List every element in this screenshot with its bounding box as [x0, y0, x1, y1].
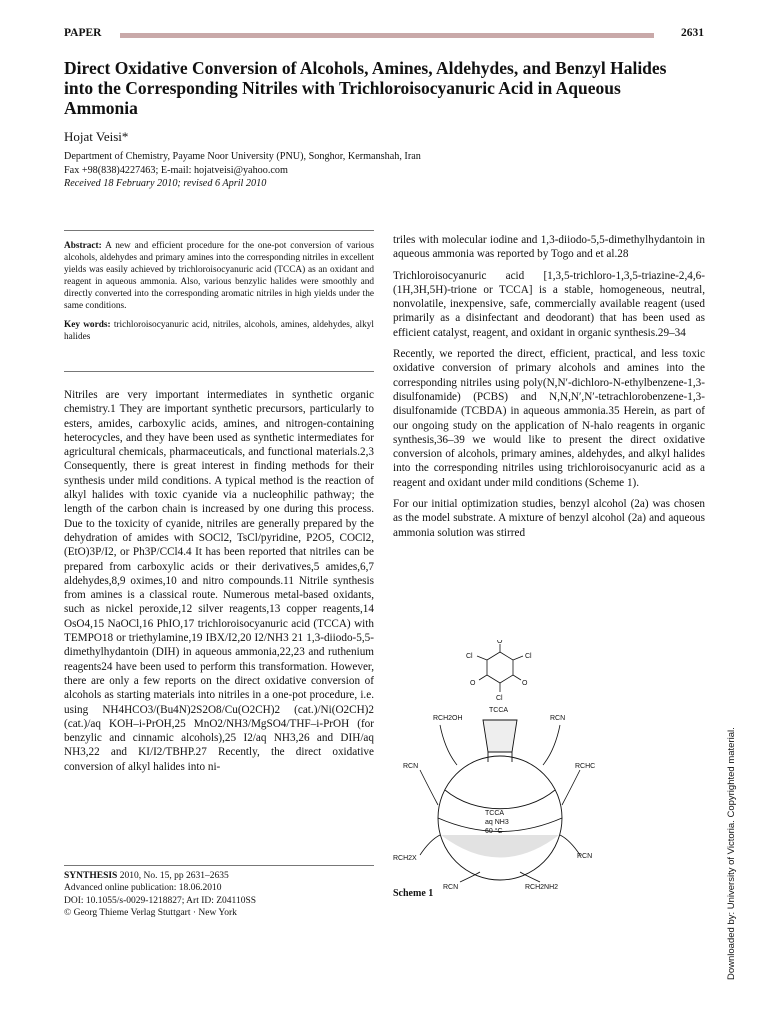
body-column-left — [64, 388, 374, 781]
journal-issue: 2010, No. 15, pp 2631–2635 — [117, 871, 229, 881]
received-line: Received 18 February 2010; revised 6 April 2010 — [64, 178, 267, 189]
tcca-label: TCCA — [489, 707, 509, 714]
article-title: Direct Oxidative Conversion of Alcohols, Amines, Aldehydes, and Benzyl Halides into the Corresponding Nitriles with Trichloroisocyanuric Acid in Aqueous Ammonia — [64, 58, 667, 118]
paragraph: For our initial optimization studies, benzyl alcohol (2a) was chosen as the model substrate. A mixture of benzyl alcohol (2a) and aqueous ammonia solution was stirred — [393, 498, 705, 539]
tcca-cl-left: Cl — [466, 653, 473, 660]
label-rcn: RCN — [443, 884, 459, 890]
page-number: 2631 — [681, 27, 704, 39]
flask-label-solvent: aq NH3 — [485, 819, 509, 826]
abstract-text: A new and efficient procedure for the one-pot conversion of various alcohols, aldehydes and primary amines into the corresponding nitriles in excellent yields was easily achieved by trichloroisocyanuric acid (TCCA) as an oxidant and reagent in aqueous ammonia. Also, various benzylic halides were smoothly and directly converted into the corresponding aromatic nitriles in high yields under the same conditions. — [64, 241, 374, 312]
footer-citation — [64, 865, 374, 919]
tcca-structure — [477, 644, 523, 692]
label-rcn: RCN — [577, 853, 593, 860]
flask-drawing — [438, 720, 562, 880]
affiliation — [64, 150, 704, 191]
author: Hojat Veisi* — [64, 129, 129, 144]
header-rule — [120, 33, 654, 38]
online-date: Advanced online publication: 18.06.2010 — [64, 883, 222, 894]
label-rcn: RCN — [550, 715, 566, 722]
scheme-diagram — [385, 640, 715, 890]
doi-line: DOI: 10.1055/s-0029-1218827; Art ID: Z04110SS — [64, 895, 257, 906]
journal-name: SYNTHESIS — [64, 871, 118, 881]
abstract — [64, 231, 374, 313]
keywords-text: trichloroisocyanuric acid, nitriles, alcohols, amines, aldehydes, alkyl halides — [64, 319, 374, 342]
label-rch2oh: RCH2OH — [433, 715, 463, 722]
section-label: PAPER — [64, 27, 102, 39]
abstract-label: Abstract: — [64, 241, 102, 251]
label-rch2x: RCH2X — [393, 855, 417, 862]
keywords-label: Key words: — [64, 319, 111, 330]
tcca-o-right: O — [522, 680, 528, 687]
tcca-o-left: O — [470, 680, 476, 687]
copyright-line: © Georg Thieme Verlag Stuttgart · New York — [64, 907, 237, 918]
label-rchc: RCHC — [575, 763, 596, 770]
tcca-o-top: O — [497, 640, 503, 645]
flask-label-temperature: 60 °C — [485, 828, 503, 835]
flask-label-reagent: TCCA — [485, 810, 505, 817]
scheme-caption: Scheme 1 — [393, 888, 434, 899]
paragraph: triles with molecular iodine and 1,3-diiodo-5,5-dimethylhydantoin in aqueous ammonia was reported by Togo and et al.28 — [393, 234, 705, 261]
label-rcn: RCN — [403, 763, 419, 770]
download-notice: Downloaded by: University of Victoria. Copyrighted material. — [726, 727, 737, 980]
paragraph: Recently, we reported the direct, efficient, practical, and less toxic oxidative conversion of primary alcohols and amines into the corresponding nitriles using poly(N,N′-dichloro-N-ethylbenzene-1,3-disulfonamide) (PCBS) and N,N,N′,N′-tetrachlorobenzene-1,3-disulfonamide (TCBDA) in aqueous ammonia.35 Herein, as part of our ongoing study on the application of N-halo reagents in organic synthesis,36–39 we would like to present the direct oxidative conversion of alcohols, primary amines, aldehydes, and alkyl halides into the corresponding nitriles using trichloroisocyanuric acid as a reagent and oxidant under mild conditions (Scheme 1). — [393, 348, 705, 489]
abstract-box — [64, 230, 374, 372]
label-rch2nh2: RCH2NH2 — [525, 884, 559, 890]
tcca-cl-bottom: Cl — [496, 695, 503, 702]
body-column-right — [393, 233, 705, 547]
paragraph: Nitriles are very important intermediates in synthetic organic chemistry.1 They are important synthetic precursors, particularly to esters, amides, carboxylic acids, amines, and nitrogen-containing heterocycles, and they have been used as synthetic intermediates for agricultural chemicals, pharmaceuticals, and functional materials.2,3 Consequently, there is great interest in finding methods for their synthesis under mild conditions. A typical method is the reaction of alkyl halides with toxic cyanide via a nucleophilic pathway; the length of the carbon chain is increased by one during this process. Due to the toxicity of cyanide, nitriles are generally prepared by the dehydration of amides with SOCl2, TsCl/pyridine, P2O5, COCl2, (EtO)3P/I2, or Ph3P/CCl4.4 It has been reported that nitriles can be prepared from carboxylic acids or their derivatives,5 amides,6,7 aldehydes,8,9 oximes,10 and nitro compounds.11 Nitrile synthesis from amines is a classical route. Numerous metal-based oxidants, such as nickel peroxide,12 silver reagents,13 copper reagents,14 OsO4,15 NaOCl,16 PhIO,17 trichloroisocyanuric acid (TCCA) with TEMPO18 or triethylamine,19 IBX/I2,20 I2/NH3 21 1,3-diiodo-5,5-dimethylhydantoin (DIH) in aqueous ammonia,22,23 and ruthenium reagents24 have been used to perform this transformation. However, there are only a few reports on the direct oxidative conversion of alcohols as starting materials into nitriles in a one-pot procedure, i.e. using NH4HCO3/(Bu4N)2S2O8/Cu(O2CH)2 (cat.)/Ni(O2CH)2 (cat.)/aq KOH–i-PrOH,25 MnO2/NH3/MgSO4/THF–i-PrOH (for benzylic and cinnamic alcohols),25 I2/aq NH3,26 and DIH/aq NH3,22 and KI/I2/TBHP.27 Recently, the direct oxidative conversion of alkyl halides into ni- — [64, 389, 374, 773]
tcca-cl-right: Cl — [525, 653, 532, 660]
keywords — [64, 319, 374, 343]
paragraph: Trichloroisocyanuric acid [1,3,5-trichloro-1,3,5-triazine-2,4,6-(1H,3H,5H)-trione or TCCA] is a stable, homogeneous, neutral, nonvolatile, inexpensive, safe, commercially available reagent (used primarily as a disinfectant and deodorant) that has been used as efficient catalyst, reagent, and oxidant in organic synthesis.29–34 — [393, 269, 705, 339]
running-header — [64, 27, 704, 45]
scheme-1-figure — [385, 640, 715, 890]
contact-line: Fax +98(838)4227463; E-mail: hojatveisi@yahoo.com — [64, 164, 288, 176]
affiliation-line: Department of Chemistry, Payame Noor University (PNU), Songhor, Kermanshah, Iran — [64, 151, 421, 162]
